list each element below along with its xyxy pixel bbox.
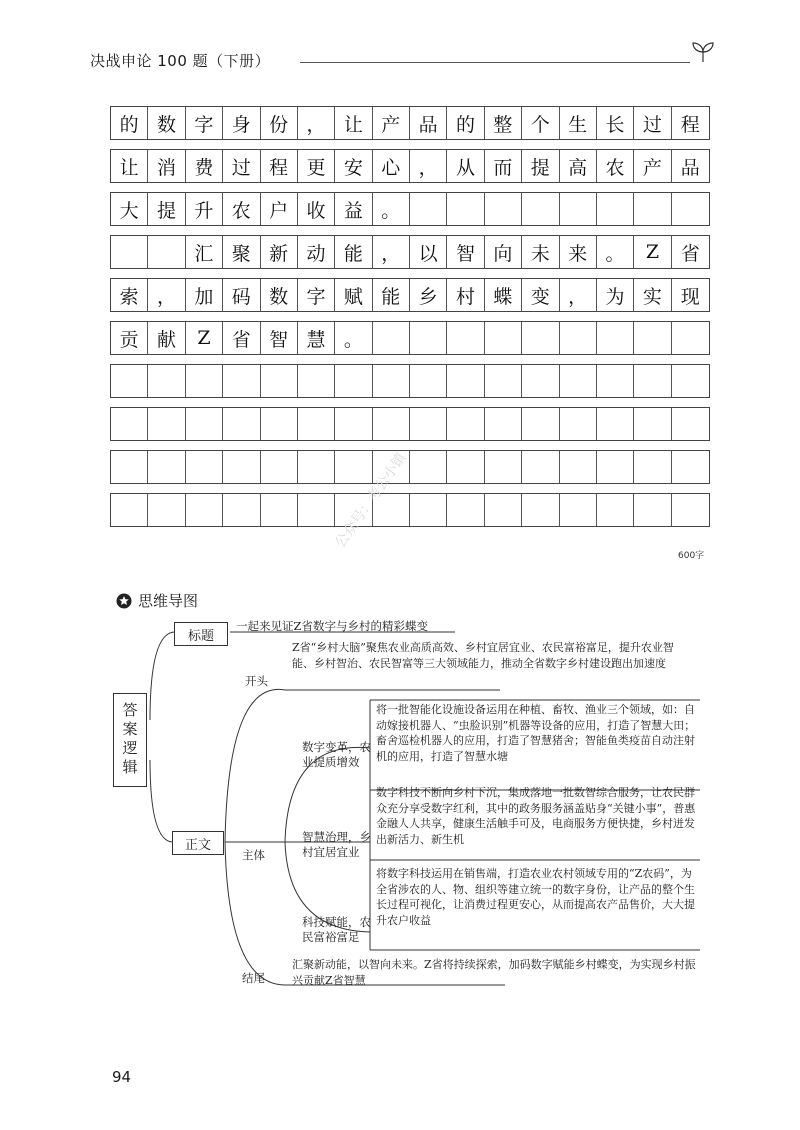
grid-cell: 。 xyxy=(373,193,410,225)
grid-cell: 赋 xyxy=(335,279,372,311)
grid-cell: 而 xyxy=(485,150,522,182)
grid-cell: 的 xyxy=(111,107,148,139)
branch-label-3: 科技赋能，农民富裕富足 xyxy=(302,915,371,944)
grid-cell: 提 xyxy=(148,193,185,225)
grid-cell: 为 xyxy=(597,279,634,311)
grid-cell: 农 xyxy=(223,193,260,225)
grid-cell: ， xyxy=(410,150,447,182)
grid-cell: 益 xyxy=(335,193,372,225)
grid-cell: 数 xyxy=(148,107,185,139)
grid-cell: 能 xyxy=(335,236,372,268)
grid-cell: 农 xyxy=(597,150,634,182)
grid-cell: 收 xyxy=(298,193,335,225)
grid-cell: 献 xyxy=(148,322,185,354)
grid-cell: 更 xyxy=(298,150,335,182)
grid-cell: 加 xyxy=(186,279,223,311)
grid-cell: Z xyxy=(634,236,671,268)
grid-cell: 份 xyxy=(261,107,298,139)
grid-cell: 品 xyxy=(410,107,447,139)
grid-cell: 码 xyxy=(223,279,260,311)
branch-text-2: 数字科技不断向乡村下沉，集成落地一批数智综合服务，让农民群众充分享受数字红利，其中的政务服务涵盖贴身“关键小事”，普惠金融人人共享，健康生活触手可及，电商服务方便快捷，乡村迸发出新活力、新生机 xyxy=(376,786,696,846)
grid-cell: 索 xyxy=(111,279,148,311)
grid-cell: 省 xyxy=(680,242,700,265)
grid-cell: 慧 xyxy=(298,322,335,354)
grid-cell: 产 xyxy=(634,150,671,182)
grid-cell: 消 xyxy=(148,150,185,182)
grid-cell: 乡 xyxy=(410,279,447,311)
grid-cell: 村 xyxy=(447,279,484,311)
grid-cell: 变 xyxy=(522,279,559,311)
grid-cell: 新 xyxy=(261,236,298,268)
grid-cell: 长 xyxy=(597,107,634,139)
grid-cell: 程 xyxy=(680,113,700,136)
grid-cell: 从 xyxy=(447,150,484,182)
grid-cell: 聚 xyxy=(223,236,260,268)
grid-cell: 过 xyxy=(634,107,671,139)
grid-cell: 汇 xyxy=(186,236,223,268)
watermark: 公众号：考公小镇 xyxy=(332,449,410,551)
branch-text-3: 将数字科技运用在销售端，打造农业农村领域专用的“Z农码”，为全省涉农的人、物、组织等建立统一的数字身份，让产品的整个生长过程可视化，让消费过程更安心，从而提高农产品售价，大大提升农户收益 xyxy=(376,867,695,927)
grid-cell: 向 xyxy=(485,236,522,268)
grid-cell: 安 xyxy=(335,150,372,182)
grid-cell: 身 xyxy=(223,107,260,139)
grid-cell: Z xyxy=(186,322,223,354)
grid-cell: 大 xyxy=(111,193,148,225)
main-body-label: 主体 xyxy=(242,848,265,862)
running-header: 决战申论 100 题（下册） xyxy=(90,52,271,70)
grid-cell: 以 xyxy=(410,236,447,268)
grid-cell: 字 xyxy=(186,107,223,139)
opening-label: 开头 xyxy=(245,674,268,688)
grid-cell: 升 xyxy=(186,193,223,225)
grid-cell: 过 xyxy=(223,150,260,182)
grid-cell: ， xyxy=(560,279,597,311)
grid-cell: 程 xyxy=(261,150,298,182)
mind-map-title: 思维导图 xyxy=(138,592,199,610)
grid-cell: 智 xyxy=(447,236,484,268)
grid-cell: 贡 xyxy=(111,322,148,354)
grid-cell: 动 xyxy=(298,236,335,268)
body-node: 正文 xyxy=(172,831,224,855)
ending-label: 结尾 xyxy=(242,971,265,985)
grid-cell: 户 xyxy=(261,193,298,225)
grid-cell: 心 xyxy=(373,150,410,182)
grid-cell: 字 xyxy=(298,279,335,311)
grid-cell: ， xyxy=(148,279,185,311)
grid-cell: 来 xyxy=(560,236,597,268)
grid-cell: 让 xyxy=(111,150,148,182)
word-count-marker: 600字 xyxy=(678,551,705,561)
ending-text: 汇聚新动能，以智向未来。Z省将持续探索，加码数字赋能乡村蝶变，为实现乡村振兴贡献Z省智慧 xyxy=(292,958,696,987)
grid-cell: 未 xyxy=(522,236,559,268)
grid-cell: ， xyxy=(373,236,410,268)
grid-cell: 品 xyxy=(680,156,700,179)
title-node: 标题 xyxy=(174,622,228,646)
branch-text-1: 将一批智能化设施设备运用在种植、畜牧、渔业三个领域，如：自动嫁接机器人、“虫脸识别”机器等设备的应用，打造了智慧大田；畜舍巡检机器人的应用，打造了智慧猪舍；智能鱼类疫苗自动注射机的应用，打造了智慧水塘 xyxy=(376,703,696,763)
grid-cell: 能 xyxy=(373,279,410,311)
grid-cell: 。 xyxy=(597,236,634,268)
grid-cell: 产 xyxy=(373,107,410,139)
grid-cell: 蝶 xyxy=(485,279,522,311)
grid-cell: 。 xyxy=(335,322,372,354)
grid-cell: 让 xyxy=(335,107,372,139)
mind-map-root: 答案逻辑 xyxy=(113,693,147,787)
branch-label-2: 智慧治理，乡村宜居宜业 xyxy=(302,830,371,859)
grid-cell: 生 xyxy=(560,107,597,139)
grid-cell: ， xyxy=(298,107,335,139)
opening-text: Z省“乡村大脑”聚焦农业高质高效、乡村宜居宜业、农民富裕富足，提升农业智能、乡村智治、农民智富等三大领域能力，推动全省数字乡村建设跑出加速度 xyxy=(292,641,674,670)
title-text: 一起来见证Z省数字与乡村的精彩蝶变 xyxy=(236,619,428,633)
grid-cell: 提 xyxy=(522,150,559,182)
grid-cell: 费 xyxy=(186,150,223,182)
grid-cell: 智 xyxy=(261,322,298,354)
grid-cell: 现 xyxy=(680,285,700,308)
grid-cell: 省 xyxy=(223,322,260,354)
grid-cell: 的 xyxy=(447,107,484,139)
grid-cell: 高 xyxy=(560,150,597,182)
grid-cell: 实 xyxy=(634,279,671,311)
grid-cell: 个 xyxy=(522,107,559,139)
grid-cell: 整 xyxy=(485,107,522,139)
page-number: 94 xyxy=(112,1068,132,1086)
branch-label-1: 数字变革，农业提质增效 xyxy=(302,740,371,769)
grid-cell: 数 xyxy=(261,279,298,311)
